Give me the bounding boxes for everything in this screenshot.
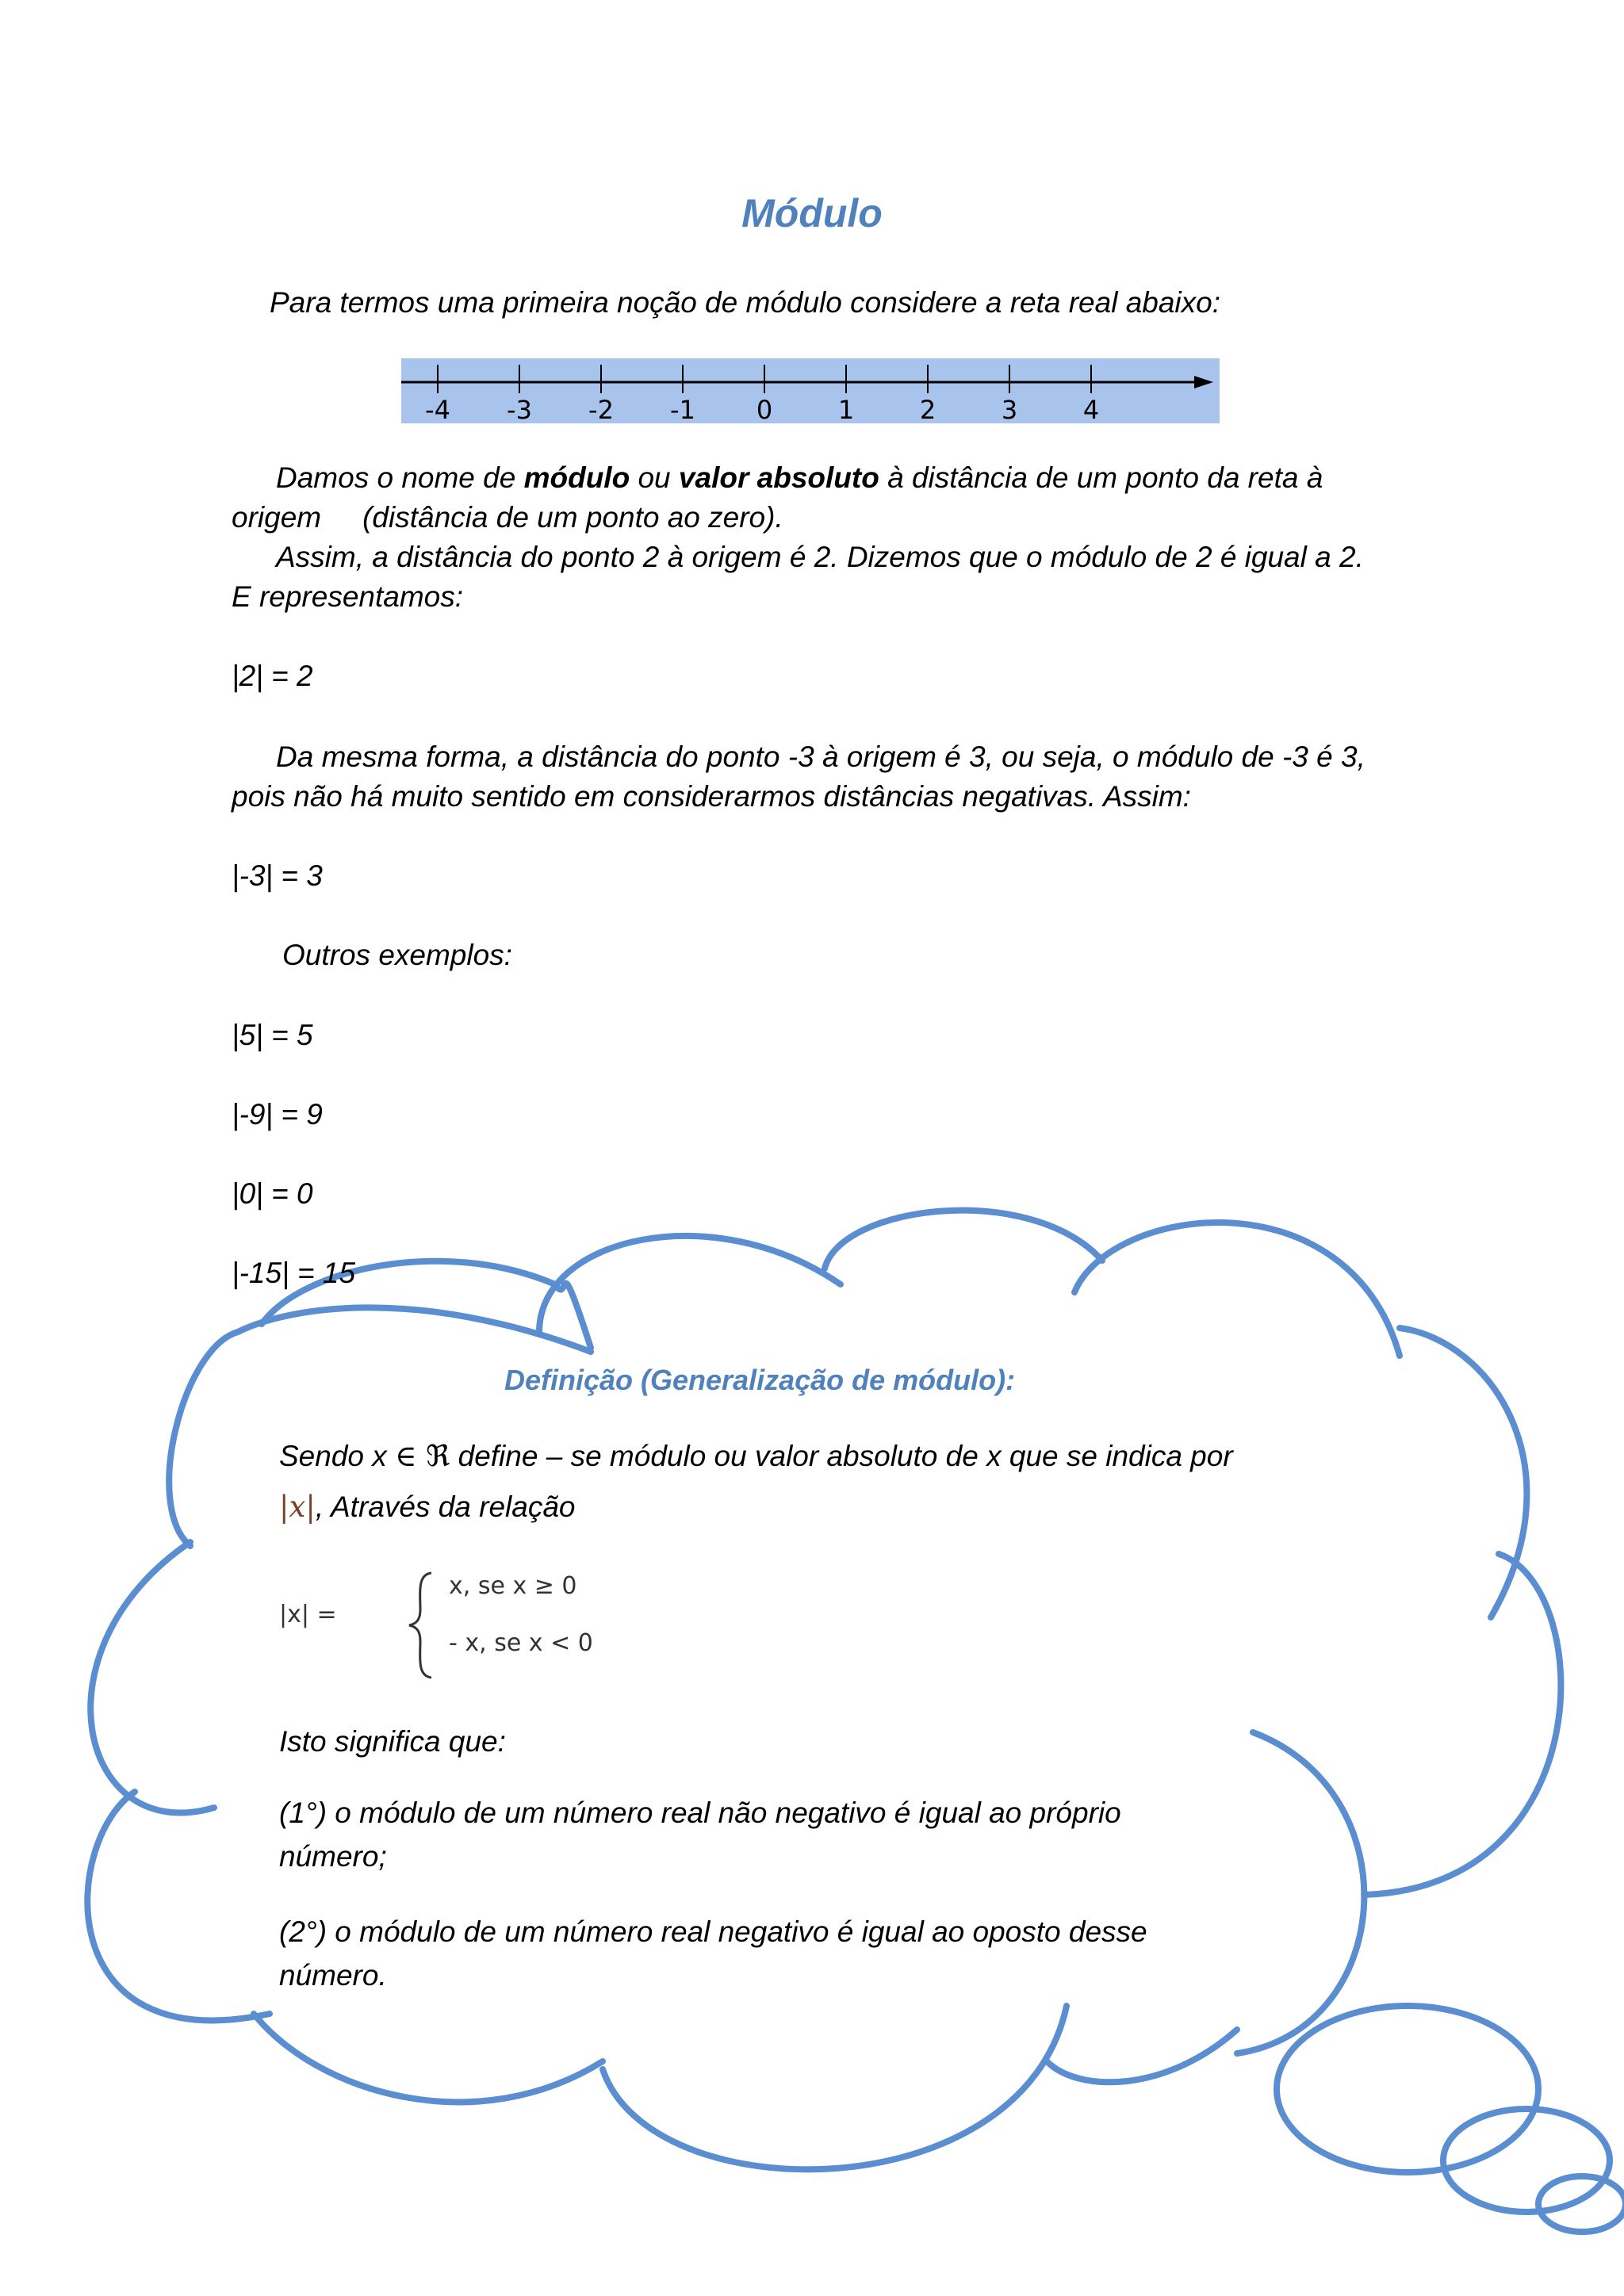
number-line-tick-label: 1	[837, 395, 855, 423]
others-label: Outros exemplos:	[282, 939, 512, 971]
number-line-tick-label: 2	[919, 395, 936, 423]
def-line2-rest: , Através da relação	[315, 1490, 576, 1523]
paragraph-1-line-1	[276, 458, 1323, 498]
definition-lhs: |x| =	[279, 1601, 337, 1628]
example-3: |0| = 0	[232, 1177, 313, 1210]
number-line-tick-label: -1	[670, 395, 695, 423]
example-2: |-9| = 9	[232, 1098, 323, 1131]
paragraph-2-line-1: Assim, a distância do ponto 2 à origem é 2. Dizemos que o módulo de 2 é igual a 2.	[276, 541, 1364, 573]
p1-bold-valor-absoluto: valor absoluto	[678, 461, 879, 494]
definition-point-1-line-1: (1°) o módulo de um número real não negativo é igual ao próprio	[279, 1797, 1121, 1829]
equation-abs-minus-3: |-3| = 3	[232, 859, 323, 892]
def-set-symbols: ∈ ℜ	[395, 1439, 450, 1473]
number-line	[401, 358, 1220, 423]
p1-distance-note: (distância de um ponto ao zero).	[362, 501, 783, 534]
number-line-tick-label: -2	[588, 395, 614, 423]
paragraph-1-line-2	[232, 498, 783, 538]
equation-abs-2: |2| = 2	[232, 660, 313, 692]
paragraph-3-line-2: pois não há muito sentido em considerarmos distâncias negativas. Assim:	[232, 780, 1191, 813]
definition-point-2-line-1: (2°) o módulo de um número real negativo é igual ao oposto desse	[279, 1915, 1147, 1948]
definition-meaning: Isto significa que:	[279, 1725, 506, 1758]
example-1: |5| = 5	[232, 1019, 313, 1051]
definition-point-2-line-2: número.	[279, 1959, 387, 1992]
definition-case-1: x, se x ≥ 0	[449, 1572, 577, 1600]
p1-origem: origem	[232, 501, 322, 534]
number-line-tick-label: 0	[756, 395, 773, 423]
def-line1-rest: define – se módulo ou valor absoluto de x que se indica por	[450, 1440, 1233, 1472]
definition-point-1-line-2: número;	[279, 1840, 387, 1873]
definition-line-1	[279, 1437, 1233, 1476]
page-title: Módulo	[741, 191, 883, 235]
number-line-tick-label: -3	[507, 395, 532, 423]
number-line-tick-label: 4	[1082, 395, 1100, 423]
example-4: |-15| = 15	[232, 1257, 356, 1289]
number-line-tick-label: -4	[425, 395, 450, 423]
p1-mid: ou	[630, 461, 679, 494]
p1-bold-modulo: módulo	[523, 461, 630, 494]
paragraph-2-line-2: E representamos:	[232, 580, 464, 613]
number-line-tick-label: 3	[1001, 395, 1018, 423]
paragraph-3-line-1: Da mesma forma, a distância do ponto -3 à origem é 3, ou seja, o módulo de -3 é 3,	[276, 740, 1365, 773]
p1-prefix: Damos o nome de	[276, 461, 524, 494]
p1-suffix: à distância de um ponto da reta à	[879, 461, 1323, 494]
curly-brace-icon	[406, 1570, 438, 1681]
def-abs-x: |x|	[279, 1490, 316, 1524]
definition-title: Definição (Generalização de módulo):	[504, 1364, 1016, 1396]
def-sendo: Sendo x	[279, 1440, 396, 1472]
intro-text: Para termos uma primeira noção de módulo considere a reta real abaixo:	[270, 286, 1221, 319]
definition-case-2: - x, se x < 0	[449, 1629, 593, 1657]
definition-line-2	[279, 1487, 576, 1527]
